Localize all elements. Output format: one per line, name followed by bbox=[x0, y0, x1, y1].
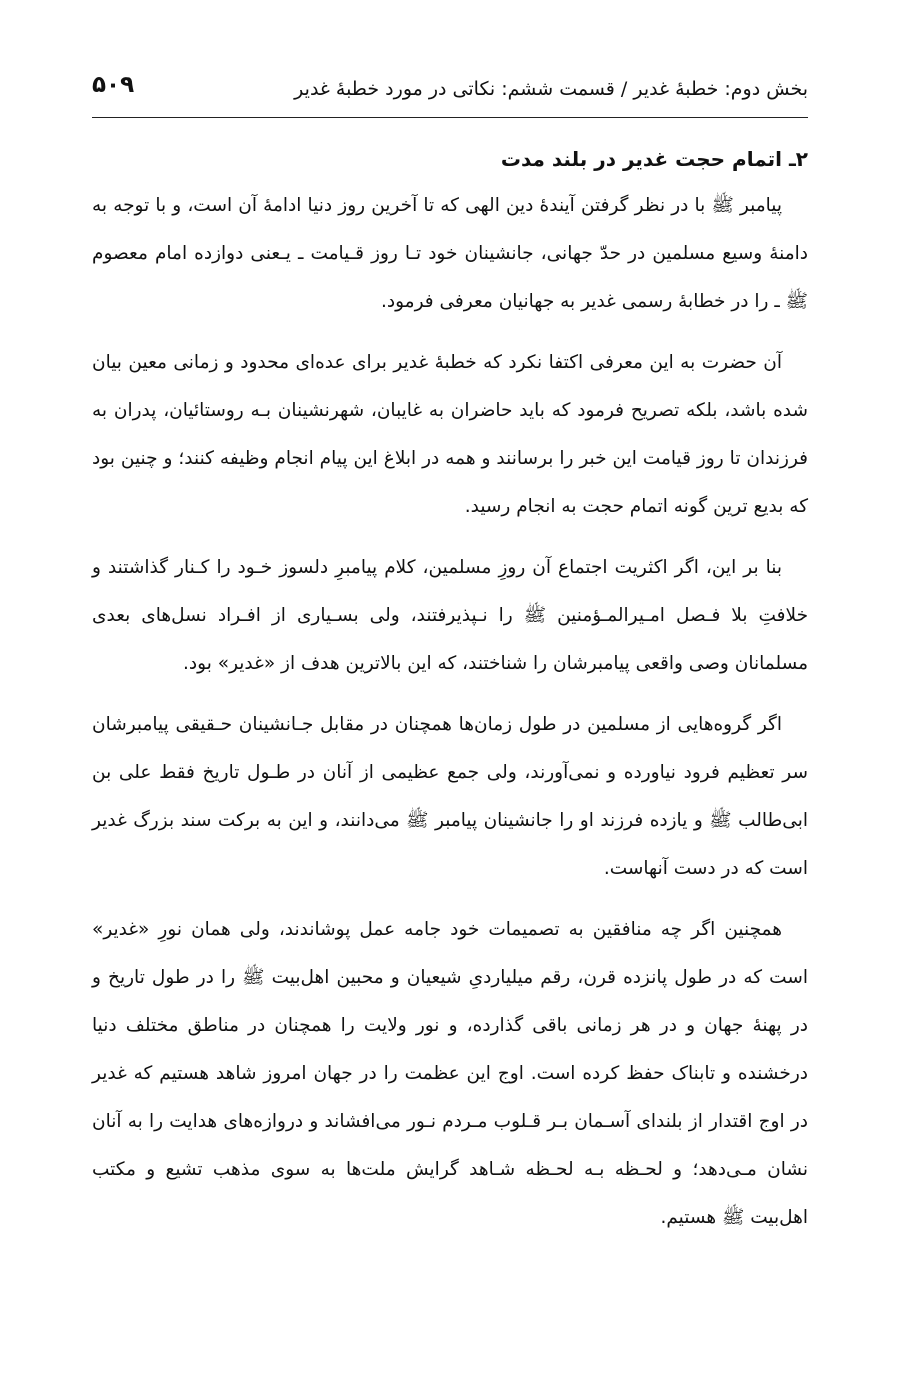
paragraph: بنا بر این، اگر اکثریت اجتماع آن روزِ مسلمین، کلام پیامبرِ دلسوز خـود را کـنار گذاشتند و خلافتِ بلا فـصل امـیرالمـؤمنین ﷺ را نـپذیرفتند، ولی بسـیاری از افـراد نسل‌های بعدی مسلمانان وصی واقعی پیامبرشان را شناختند، که این بالاترین هدف از «غدیر» بود. bbox=[92, 557, 808, 674]
paragraph: اگر گروه‌هایی از مسلمین در طول زمان‌ها همچنان در مقابل جـانشینان حـقیقی پیامبرشان سر تعظیم فرود نیاورده و نمی‌آورند، ولی جمع عظیمی از آنان در طـول تاریخ فقط علی بن ابی‌طالب ﷺ و یازده فرزند او را جانشینان پیامبر ﷺ می‌دانند، و این به برکت سند بزرگ غدیر است که در دست آنهاست. bbox=[92, 714, 808, 879]
header-divider bbox=[92, 117, 808, 118]
page-number: ۵۰۹ bbox=[92, 72, 135, 98]
paragraph: آن حضرت به این معرفی اکتفا نکرد که خطبۀ غدیر برای عده‌ای محدود و زمانی معین بیان شده باشد، بلکه تصریح فرمود که باید حاضران به غایبان، شهرنشینان بـه روستائیان، پدران به فرزندان تا روز قیامت این خبر را برسانند و همه در ابلاغ این پیام انجام وظیفه کنند؛ و چنین بود که بدیع ترین گونه اتمام حجت به انجام رسید. bbox=[92, 352, 808, 517]
page-body bbox=[92, 140, 808, 1255]
running-header bbox=[92, 68, 808, 112]
paragraph: همچنین اگر چه منافقین به تصمیمات خود جامه عمل پوشاندند، ولی همان نورِ «غدیر» است که در طول پانزده قرن، رقم میلیاردیِ شیعیان و محبین اهل‌بیت ﷺ را در طول تاریخ و در پهنۀ جهان و در هر زمانی باقی گذارده، و نور ولایت را همچنان در مناطق مختلف دنیا درخشنده و تابناک حفظ کرده است. اوج این عظمت را در جهان امروز شاهد هستیم که غدیر در اوج اقتدار از بلندای آسـمان بـر قـلوب مـردم نـور می‌افشاند و دروازه‌های هدایت را به آنان نشان مـی‌دهد؛ و لحـظه بـه لحـظه شـاهد گرایش ملت‌ها به سوی مذهب تشیع و مکتب اهل‌بیت ﷺ هستیم. bbox=[92, 919, 808, 1228]
running-header-title: بخش دوم: خطبۀ غدیر / قسمت ششم: نکاتی در مورد خطبۀ غدیر bbox=[294, 78, 808, 100]
section-heading: ۲ـ اتمام حجت غدیر در بلند مدت bbox=[500, 147, 808, 171]
paragraph: پیامبر ﷺ با در نظر گرفتن آیندۀ دین الهی که تا آخرین روز دنیا ادامۀ آن است، و با توجه به دامنۀ وسیع مسلمین در حدّ جهانی، جانشینان خود تـا روز قـیامت ـ یـعنی دوازده امام معصوم ﷺ ـ را در خطابۀ رسمی غدیر به جهانیان معرفی فرمود. bbox=[92, 195, 808, 312]
